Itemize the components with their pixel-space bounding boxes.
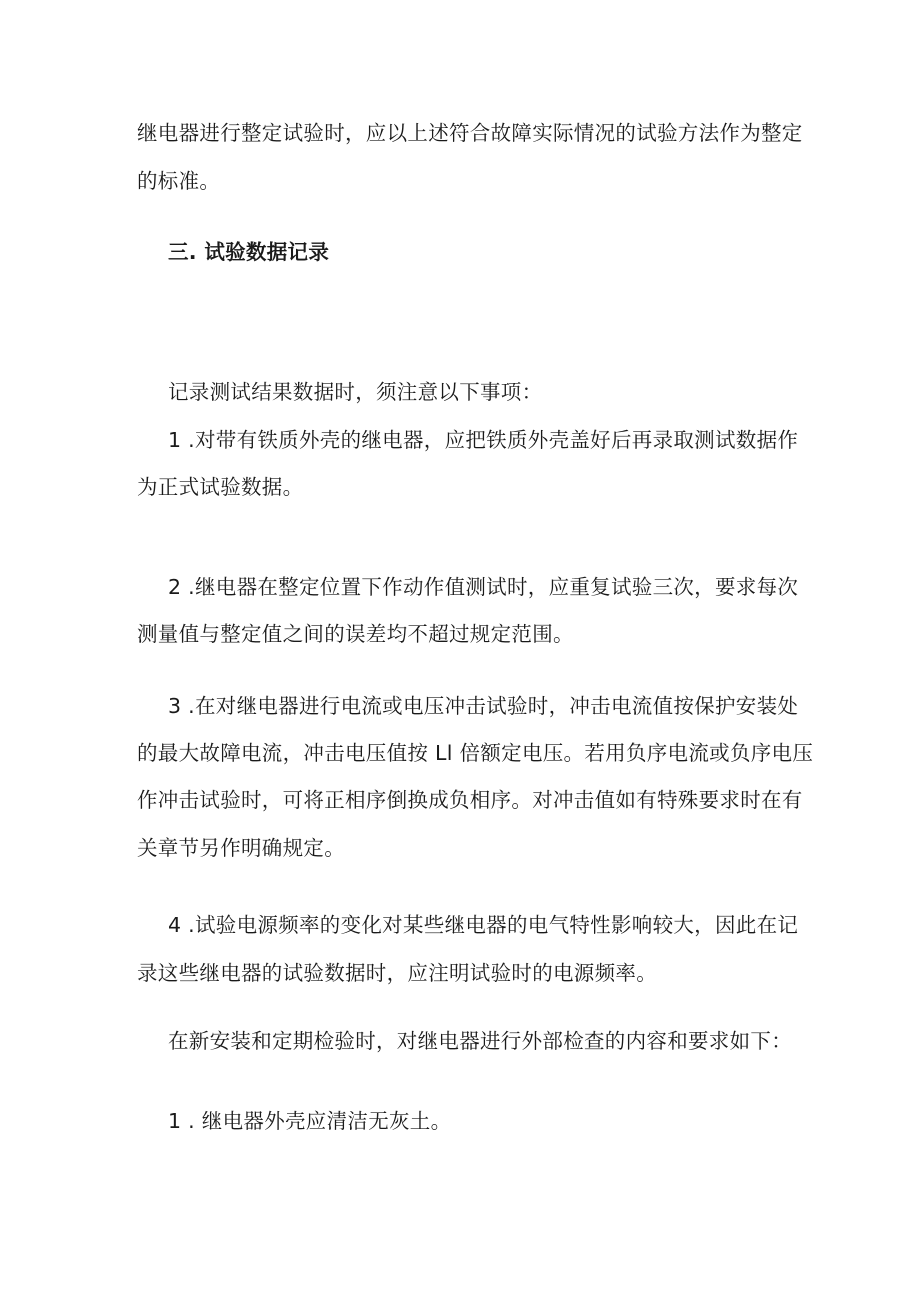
inspection-item: 1 . 继电器外壳应清洁无灰土。 — [168, 1109, 452, 1133]
list-item-line: 关章节另作明确规定。 — [137, 836, 345, 860]
list-item-line: 4 .试验电源频率的变化对某些继电器的电气特性影响较大，因此在记 — [168, 913, 799, 937]
inspection-lead: 在新安装和定期检验时，对继电器进行外部检查的内容和要求如下： — [168, 1029, 792, 1053]
list-item-line: 作冲击试验时，可将正相序倒换成负相序。对冲击值如有特殊要求时在有 — [137, 788, 803, 812]
list-item-line: 录这些继电器的试验数据时，应注明试验时的电源频率。 — [137, 961, 657, 985]
list-item-line: 3 .在对继电器进行电流或电压冲击试验时，冲击电流值按保护安装处 — [168, 694, 799, 718]
list-item-line: 1 .对带有铁质外壳的继电器，应把铁质外壳盖好后再录取测试数据作 — [168, 428, 799, 452]
list-item-line: 2 .继电器在整定位置下作动作值测试时，应重复试验三次，要求每次 — [168, 575, 799, 599]
lead-paragraph: 记录测试结果数据时，须注意以下事项： — [168, 380, 543, 404]
list-item-line: 的最大故障电流，冲击电压值按 Ll 倍额定电压。若用负序电流或负序电压 — [137, 741, 814, 765]
list-item-line: 测量值与整定值之间的误差均不超过规定范围。 — [137, 622, 574, 646]
list-item-line: 为正式试验数据。 — [137, 475, 304, 499]
paragraph-line: 继电器进行整定试验时，应以上述符合故障实际情况的试验方法作为整定 — [137, 121, 803, 145]
paragraph-line: 的标准。 — [137, 169, 221, 193]
section-heading: 三. 试验数据记录 — [168, 240, 330, 264]
